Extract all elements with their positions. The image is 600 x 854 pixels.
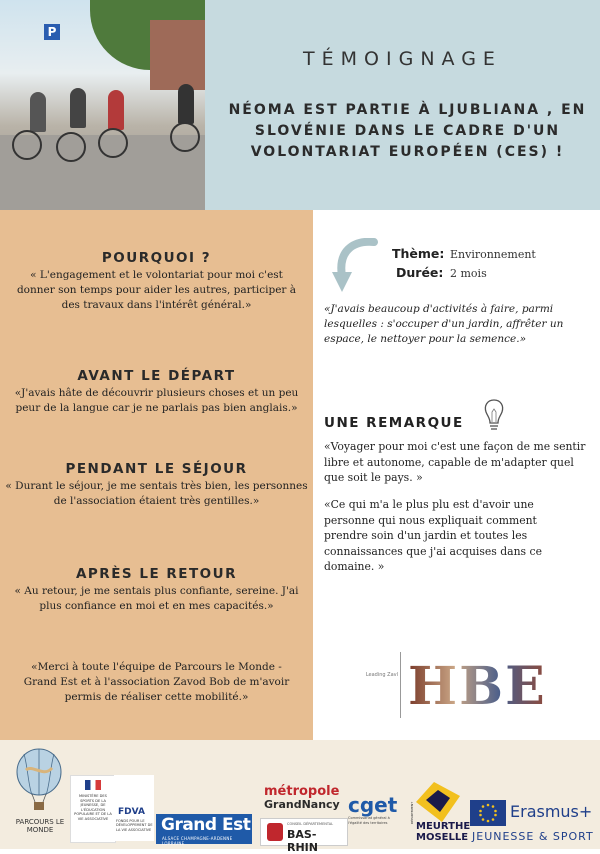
section-text-pendant: « Durant le séjour, je me sentais très bien, les personnes de l'association étaient très gentilles.» (5, 480, 308, 507)
section-text-apres: « Au retour, je me sentais plus confiante, sereine. J'ai plus confiance en moi et en mes capacités.» (14, 585, 299, 612)
cget-logo: cget Commissariat général à l'égalité des territoires (348, 793, 398, 825)
partner-logo: Leading Zavl HBE (400, 650, 540, 720)
duration-value: 2 mois (450, 267, 487, 280)
section-text-pourquoi: « L'engagement et le volontariat pour moi c'est donner son temps pour aider les autres, participer à des travaux dans l'intérêt général.» (16, 269, 297, 311)
curved-arrow-icon (330, 238, 380, 296)
hot-air-balloon-icon (14, 748, 64, 814)
remark-text-1: «Voyager pour moi c'est une façon de me sentir libre et autonome, capable de m'adapter quel que soit le pays. » (324, 440, 586, 484)
theme-value: Environnement (450, 248, 536, 261)
department-shape-icon (412, 780, 462, 824)
grand-nancy-logo: métropole GrandNancy (264, 784, 340, 811)
remark-title: UNE REMARQUE (324, 415, 464, 431)
grand-est-logo: Grand Est ALSACE CHAMPAGNE-ARDENNE LORRAINE (156, 814, 252, 844)
section-title-pourquoi: POURQUOI ? (101, 250, 212, 266)
eu-flag-icon (470, 800, 506, 826)
section-title-pendant: PENDANT LE SÉJOUR (65, 461, 248, 477)
lightbulb-icon (483, 398, 505, 432)
section-title-apres: APRÈS LE RETOUR (75, 566, 238, 582)
header-panel (205, 0, 600, 210)
header-photo (0, 0, 205, 210)
theme-label: Thème: (392, 246, 445, 261)
page-title: TÉMOIGNAGE (303, 48, 502, 70)
thanks-text: «Merci à toute l'équipe de Parcours le Monde - Grand Est et à l'association Zavod Bob de m'avoir permis de réaliser cette mobilité.» (23, 661, 290, 703)
page-subtitle: NÉOMA EST PARTIE À LJUBLIANA , EN SLOVÉNIE DANS LE CADRE D'UN VOLONTARIAT EUROPÉEN (CES) ! (228, 102, 587, 160)
section-text-avant: «J'avais hâte de découvrir plusieurs choses et un peu peur de la langue car je ne parlais pas bien anglais.» (14, 387, 299, 414)
erasmus-logo: Erasmus+ JEUNESSE & SPORT (472, 802, 594, 843)
ministere-logo: MINISTÈRE DES SPORTS DE LA JEUNESSE, DE L'ÉDUCATION POPULAIRE ET DE LA VIE ASSOCIATIVE (70, 775, 116, 843)
parking-sign: P (44, 24, 60, 40)
bas-rhin-logo: CONSEIL DÉPARTEMENTAL BAS-RHIN (260, 818, 348, 846)
duration-label: Durée: (396, 265, 444, 280)
fdva-logo: FDVA FONDS POUR LE DÉVELOPPEMENT DE LA VIE ASSOCIATIVE (114, 775, 154, 841)
activities-quote: «J'avais beaucoup d'activités à faire, parmi lesquelles : s'occuper d'un jardin, affrêter un espace, le nettoyer pour la semence.» (324, 303, 564, 345)
remark-text-2: «Ce qui m'a le plus plu est d'avoir une personne qui nous expliquait comment prendre soin d'un jardin et toutes les connaissances que j'ai acquises dans ce domaine. » (324, 498, 542, 573)
section-title-avant: AVANT LE DÉPART (77, 368, 236, 384)
meurthe-moselle-logo: DÉPARTEMENT MEURTHE MOSELLE (406, 780, 472, 846)
